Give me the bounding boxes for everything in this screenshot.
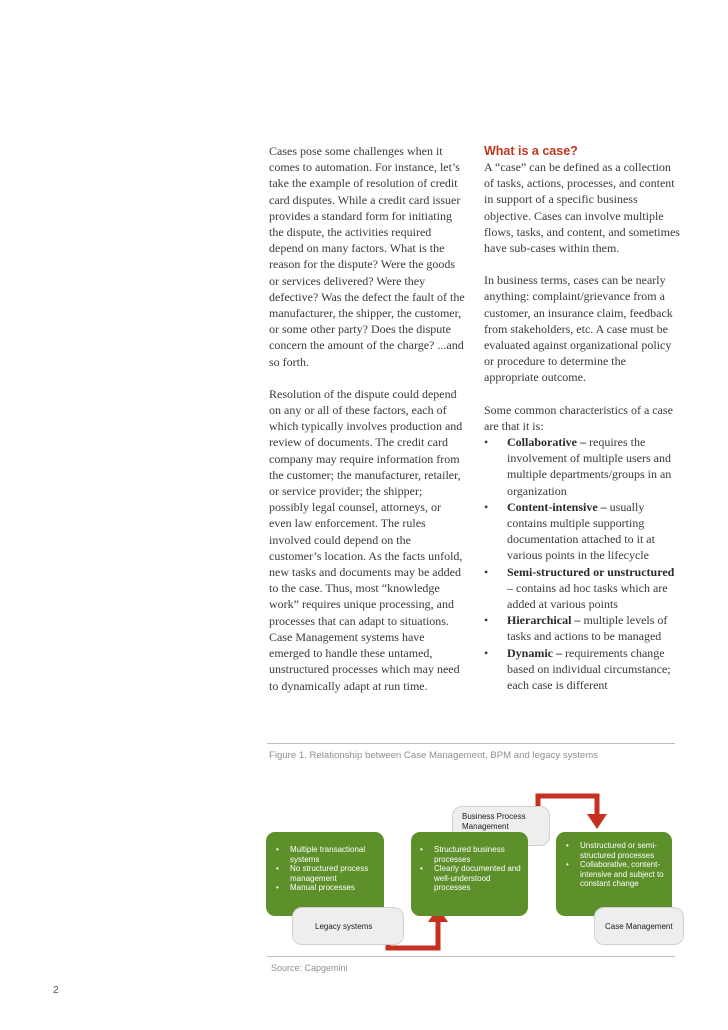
list-item: • Unstructured or semi-structured processes [566,841,657,860]
list-item-text: requirements change based on individual circumstance; each case is different [507,645,671,693]
bullet-icon: • [484,499,489,514]
bullet-icon: • [276,883,279,893]
list-item-text: requires the involvement of multiple users and multiple departments/groups in an organization [507,435,672,498]
legacy-list [266,832,384,893]
legacy-systems-box [266,832,384,916]
list-item: • Manual processes [276,883,355,893]
bpm-list [411,832,528,893]
bullet-icon: • [276,864,279,874]
bullet-icon: • [484,435,489,450]
list-item-term: Collaborative – [507,435,586,450]
page-number: 2 [53,985,59,996]
bullet-icon: • [484,564,489,579]
case-definition-paragraph: A “case” can be defined as a collection of tasks, actions, processes, and content in support of a specific business objective. Cases can involve multiple flows, tasks, and content, and sometimes have sub-cases within them. [484,160,680,256]
list-item: • Structured business processes [420,845,505,864]
list-item-text: – contains ad hoc tasks which are added at various points [507,580,668,612]
intro-paragraph: Cases pose some challenges when it comes to automation. For instance, let’s take the example of resolution of credit card disputes. While a credit card issuer provides a standard form for initiating the dispute, the activities required depend on many factors. What is the reason for the dispute? Were the goods or services delivered? Were they defective? Was the defect the fault of the manufacturer, the shipper, the customer, or some other party? Does the dispute concern the amount of the charge? ...and so forth. [269,144,465,369]
legacy-systems-label: Legacy systems [315,922,373,931]
bullet-icon: • [420,845,423,854]
figure-source: Source: Capgemini [271,963,348,973]
list-item-term: Semi-structured or unstructured [507,564,675,579]
list-item: • Multiple transactional systems [276,845,366,864]
list-item: • Clearly documented and well-understood processes [420,864,521,893]
characteristics-intro: Some common characteristics of a case are that it is: [484,402,673,433]
list-item-term: Dynamic – [507,645,562,660]
business-terms-paragraph: In business terms, cases can be nearly anything: complaint/grievance from a customer, an insurance claim, feedback from stakeholders, etc. A case must be evaluated against organizational policy or procedure to determine the appropriate outcome. [484,273,673,385]
case-management-label: Case Management [605,922,673,931]
resolution-paragraph: Resolution of the dispute could depend on any or all of these factors, each of which typically involves production and review of documents. The credit card company may require information from the customer; the manufacturer, retailer, or service provider; the shipper; possibly legal counsel, attorneys, or even law enforcement. The rules involved could depend on the customer’s location. As the facts unfold, new tasks and documents may be added to the case. Thus, most “knowledge work” requires unique processing, and processes that can adapt to situations. Case Management systems have emerged to handle these untamed, unstructured processes which may need to dynamically adapt at run time. [269,386,463,693]
list-item-text: usually contains multiple supporting documentation attached to it at various points in the lifecycle [507,499,655,563]
bpm-box [411,832,528,916]
case-management-list [556,832,672,889]
bullet-icon: • [566,860,569,870]
figure-caption: Figure 1. Relationship between Case Management, BPM and legacy systems [269,750,599,761]
bullet-icon: • [484,645,489,660]
list-item: • No structured process management [276,864,369,883]
section-heading: What is a case? [484,144,578,158]
bullet-icon: • [566,841,569,850]
bpm-label: Business Process Management [462,812,526,831]
list-item-text: multiple levels of tasks and actions to be managed [507,613,668,644]
figure-bottom-rule [267,956,675,957]
bullet-icon: • [276,845,279,854]
list-item-term: Content-intensive – [507,499,607,514]
case-management-box [556,832,672,916]
legacy-systems-label-box [292,907,404,945]
list-item-term: Hierarchical – [507,613,581,628]
bullet-icon: • [420,864,423,874]
list-item: • Collaborative, content-intensive and subject to constant change [566,860,664,889]
bullet-icon: • [484,613,489,628]
case-management-label-box [594,907,684,945]
arrow-head-down [587,814,607,829]
